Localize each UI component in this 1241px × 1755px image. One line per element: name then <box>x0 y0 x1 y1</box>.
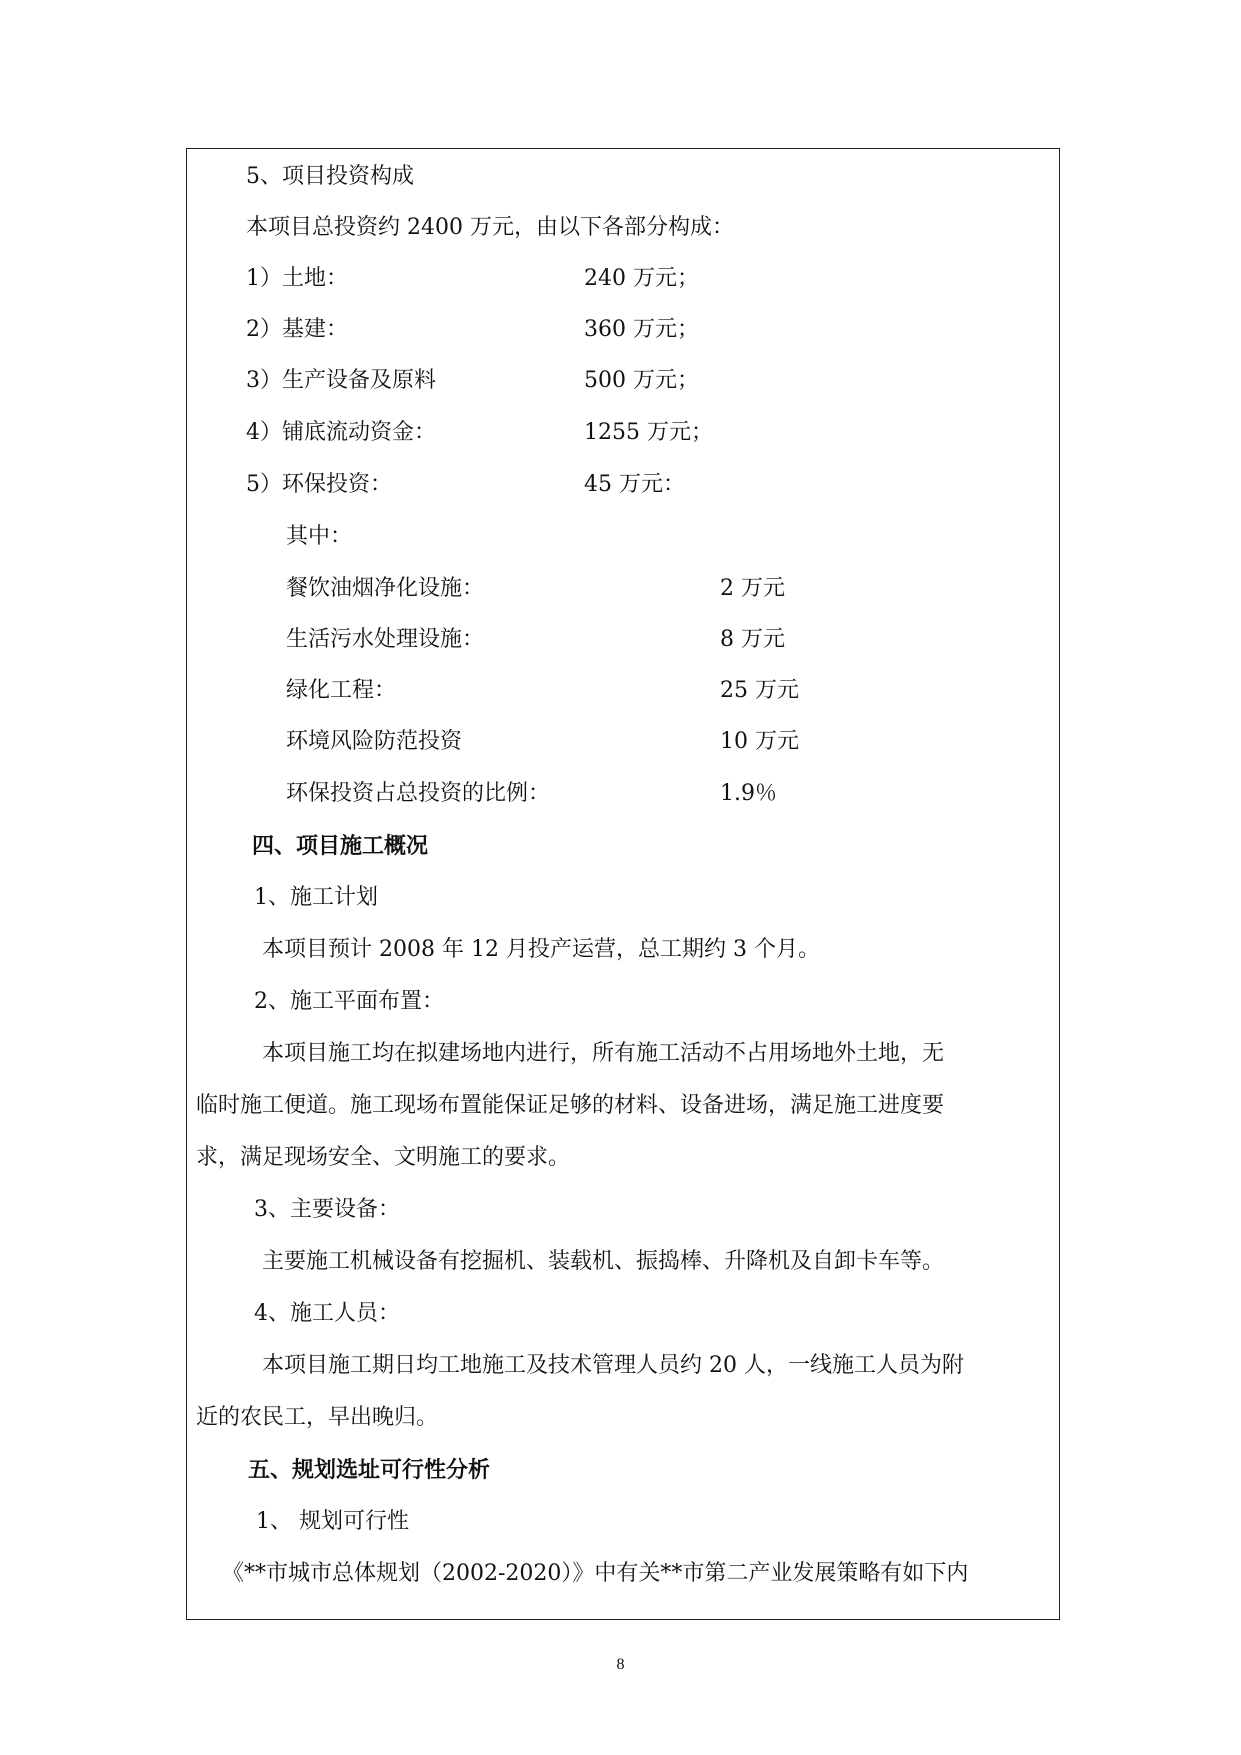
sub-item-value: 2 万元 <box>720 576 785 601</box>
layout-paragraph-line: 临时施工便道。施工现场布置能保证足够的材料、设备进场，满足施工进度要 <box>196 1093 945 1118</box>
construction-title: 四、项目施工概况 <box>252 833 429 859</box>
investment-item-label: 2）基建： <box>246 317 348 342</box>
planning-text: 《**市城市总体规划（2002-2020）》中有关**市第二产业发展策略有如下内 <box>222 1561 969 1586</box>
staff-paragraph-line: 本项目施工期日均工地施工及技术管理人员约 20 人，一线施工人员为附 <box>262 1353 964 1378</box>
investment-item-label: 5）环保投资： <box>246 472 392 497</box>
planning-sub-heading: 1、 规划可行性 <box>256 1509 409 1534</box>
sub-item-label: 环保投资占总投资的比例： <box>286 781 551 806</box>
sub-item-value: 8 万元 <box>720 627 785 652</box>
sub-item-label: 绿化工程： <box>286 678 397 703</box>
sub-item-value: 10 万元 <box>720 729 799 754</box>
investment-intro: 本项目总投资约 2400 万元，由以下各部分构成： <box>246 215 734 240</box>
investment-item-label: 4）铺底流动资金： <box>246 420 436 445</box>
plan-text: 本项目预计 2008 年 12 月投产运营，总工期约 3 个月。 <box>262 937 820 962</box>
investment-item-label: 1）土地： <box>246 266 348 291</box>
sub-items-heading: 其中： <box>286 524 353 549</box>
equipment-text: 主要施工机械设备有挖掘机、装载机、振捣棒、升降机及自卸卡车等。 <box>262 1249 945 1274</box>
sub-item-value: 25 万元 <box>720 678 799 703</box>
staff-paragraph-line: 近的农民工，早出晚归。 <box>196 1405 439 1430</box>
plan-heading: 1、施工计划 <box>254 885 378 910</box>
investment-item-value: 45 万元： <box>584 472 685 497</box>
page-number: 8 <box>616 1656 625 1673</box>
layout-paragraph-line: 本项目施工均在拟建场地内进行，所有施工活动不占用场地外土地，无 <box>262 1041 945 1066</box>
investment-heading: 5、项目投资构成 <box>246 164 414 189</box>
sub-item-value: 1.9％ <box>720 781 777 806</box>
sub-item-label: 环境风险防范投资 <box>286 729 463 754</box>
investment-item-value: 1255 万元； <box>584 420 713 445</box>
layout-heading: 2、施工平面布置： <box>254 989 444 1014</box>
investment-item-value: 240 万元； <box>584 266 699 291</box>
layout-paragraph-line: 求，满足现场安全、文明施工的要求。 <box>196 1145 571 1170</box>
sub-item-label: 生活污水处理设施： <box>286 627 485 652</box>
equipment-heading: 3、主要设备： <box>254 1197 400 1222</box>
sub-item-label: 餐饮油烟净化设施： <box>286 576 485 601</box>
staff-heading: 4、施工人员： <box>254 1301 400 1326</box>
investment-item-value: 500 万元； <box>584 368 699 393</box>
investment-item-value: 360 万元； <box>584 317 699 342</box>
planning-title: 五、规划选址可行性分析 <box>248 1457 491 1483</box>
investment-item-label: 3）生产设备及原料 <box>246 368 436 393</box>
